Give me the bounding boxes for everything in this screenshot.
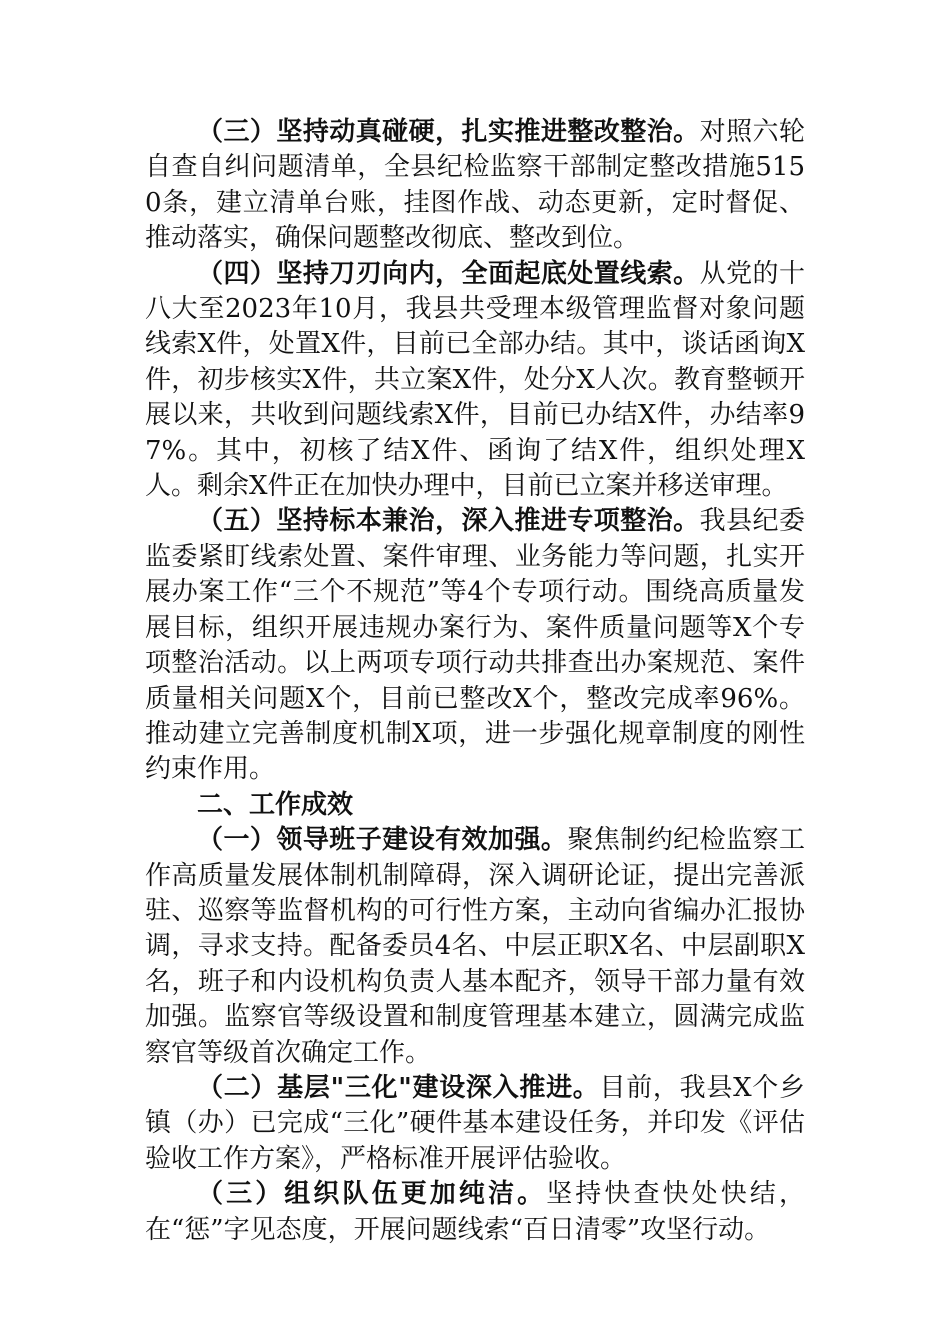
- paragraph-leadership: [145, 823, 805, 1071]
- paragraph-lead: （五）坚持标本兼治，深入推进专项整治。: [197, 506, 700, 537]
- paragraph-body: 我县纪委监委紧盯线索处置、案件审理、业务能力等问题，扎实开展办案工作“三个不规范”等4个专项行动。围绕高质量发展目标，组织开展违规办案行为、案件质量问题等X个专项整治活动。以上两项专项行动共排查出办案规范、案件质量相关问题X个，目前已整改X个，整改完成率96%。推动建立完善制度机制X项，进一步强化规章制度的刚性约束作用。: [145, 506, 805, 785]
- paragraph-body: 从党的十八大至2023年10月，我县共受理本级管理监督对象问题线索X件，处置X件，目前已全部办结。其中，谈话函询X件，初步核实X件，共立案X件，处分X人次。教育整顿开展以来，共收到问题线索X件，目前已办结X件，办结率97%。其中，初核了结X件、函询了结X件，组织处理X人。剩余X件正在加快办理中，目前已立案并移送审理。: [145, 258, 805, 502]
- paragraph-body: 坚持快查快处快结，在“惩”字见态度，开展问题线索“百日清零”攻坚行动。: [145, 1179, 805, 1245]
- paragraph-rectification: [145, 115, 805, 257]
- paragraph-body: 目前，我县X个乡镇（办）已完成“三化”硬件基本建设任务，并印发《评估验收工作方案》，严格标准开展评估验收。: [145, 1072, 805, 1174]
- paragraph-lead: （三）坚持动真碰硬，扎实推进整改整治。: [197, 117, 700, 147]
- paragraph-special-rectification: [145, 504, 805, 787]
- paragraph-grassroots: [145, 1071, 805, 1177]
- paragraph-lead: （三）组织队伍更加纯洁。: [197, 1179, 547, 1210]
- paragraph-body: 对照六轮自查自纠问题清单，全县纪检监察干部制定整改措施5150条，建立清单台账，挂图作战、动态更新，定时督促、推动落实，确保问题整改彻底、整改到位。: [145, 117, 805, 254]
- paragraph-clue-handling: [145, 257, 805, 505]
- paragraph-lead: （四）坚持刀刃向内，全面起底处置线索。: [197, 258, 700, 289]
- paragraph-lead: （二）基层"三化"建设深入推进。: [197, 1072, 600, 1103]
- paragraph-lead: （一）领导班子建设有效加强。: [197, 825, 568, 856]
- paragraph-team-purity: [145, 1177, 805, 1248]
- section-heading: 二、工作成效: [197, 789, 354, 820]
- paragraph-body: 聚焦制约纪检监察工作高质量发展体制机制障碍，深入调研论证，提出完善派驻、巡察等监督机构的可行性方案，主动向省编办汇报协调，寻求支持。配备委员4名、中层正职X名、中层副职X名，班子和内设机构负责人基本配齐，领导干部力量有效加强。监察官等级设置和制度管理基本建立，圆满完成监察官等级首次确定工作。: [145, 825, 805, 1068]
- document-page: [145, 115, 805, 1248]
